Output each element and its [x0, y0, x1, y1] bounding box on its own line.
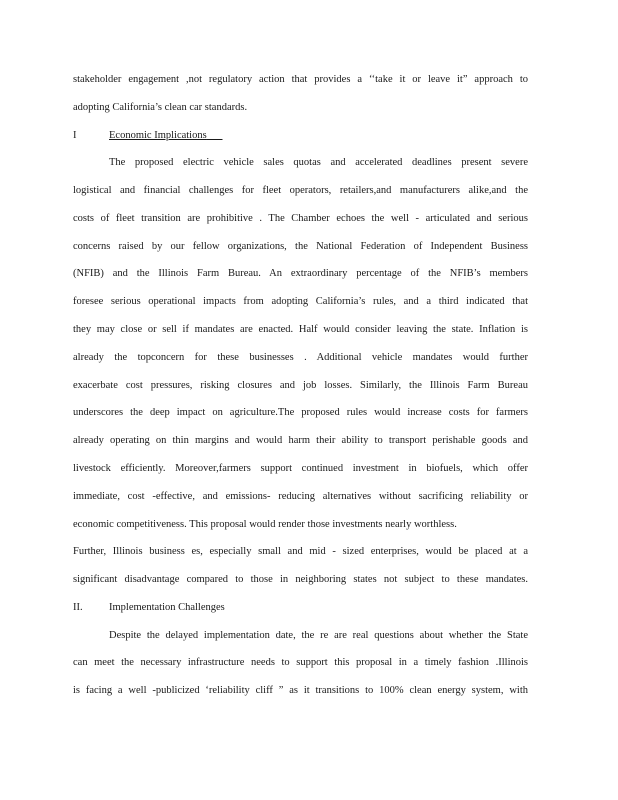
- paragraph-2-line-9: exacerbate cost pressures, risking closures and job losses. Similarly, the Illinois Farm Bureau: [73, 380, 528, 391]
- paragraph-2-line-10: underscores the deep impact on agriculture.The proposed rules would increase costs for farmers: [73, 407, 528, 418]
- paragraph-2-line-3: costs of fleet transition are prohibitive . The Chamber echoes the well - articulated and serious: [73, 213, 528, 224]
- paragraph-2-line-1: The proposed electric vehicle sales quotas and accelerated deadlines present severe: [109, 157, 528, 168]
- paragraph-2-line-6: foresee serious operational impacts from adopting California’s rules, and a third indicated that: [73, 296, 528, 307]
- paragraph-3-line-3: is facing a well -publicized ‘reliability cliff ” as it transitions to 100% clean energy system, with: [73, 685, 528, 696]
- paragraph-2-line-8: already the topconcern for these businesses . Additional vehicle mandates would further: [73, 352, 528, 363]
- paragraph-3-line-1: Despite the delayed implementation date, the re are real questions about whether the State: [109, 630, 528, 641]
- paragraph-2-line-4: concerns raised by our fellow organizations, the National Federation of Independent Business: [73, 241, 528, 252]
- paragraph-2-line-11: already operating on thin margins and would harm their ability to transport perishable goods and: [73, 435, 528, 446]
- paragraph-2-line-2: logistical and financial challenges for fleet operators, retailers,and manufacturers alike,and the: [73, 185, 528, 196]
- paragraph-2-line-5: (NFIB) and the Illinois Farm Bureau. An extraordinary percentage of the NFIB’s members: [73, 268, 528, 279]
- paragraph-1-line-2: adopting California’s clean car standards.: [73, 102, 248, 113]
- paragraph-2-line-16: significant disadvantage compared to those in neighboring states not subject to these mandates.: [73, 574, 528, 585]
- section-heading-1: [73, 129, 222, 143]
- section-2-title: Implementation Challenges: [109, 602, 225, 613]
- paragraph-2-line-15: Further, Illinois business es, especially small and mid - sized enterprises, would be placed at a: [73, 546, 528, 557]
- section-heading-2: [73, 601, 225, 615]
- paragraph-3-line-2: can meet the necessary infrastructure needs to support this proposal in a timely fashion .Illinois: [73, 657, 528, 668]
- paragraph-2-line-14: economic competitiveness. This proposal would render those investments nearly worthless.: [73, 519, 457, 530]
- paragraph-2-line-7: they may close or sell if mandates are enacted. Half would consider leaving the state. Inflation is: [73, 324, 528, 335]
- section-2-number: II.: [73, 602, 83, 613]
- paragraph-2-line-12: livestock efficiently. Moreover,farmers support continued investment in biofuels, which offer: [73, 463, 528, 474]
- paragraph-2-line-13: immediate, cost -effective, and emissions- reducing alternatives without sacrificing reliability or: [73, 491, 528, 502]
- section-1-number: I: [73, 130, 77, 141]
- section-1-title: Economic Implications: [109, 130, 207, 141]
- paragraph-1-line-1: stakeholder engagement ,not regulatory action that provides a ‘‘take it or leave it” approach to: [73, 74, 528, 85]
